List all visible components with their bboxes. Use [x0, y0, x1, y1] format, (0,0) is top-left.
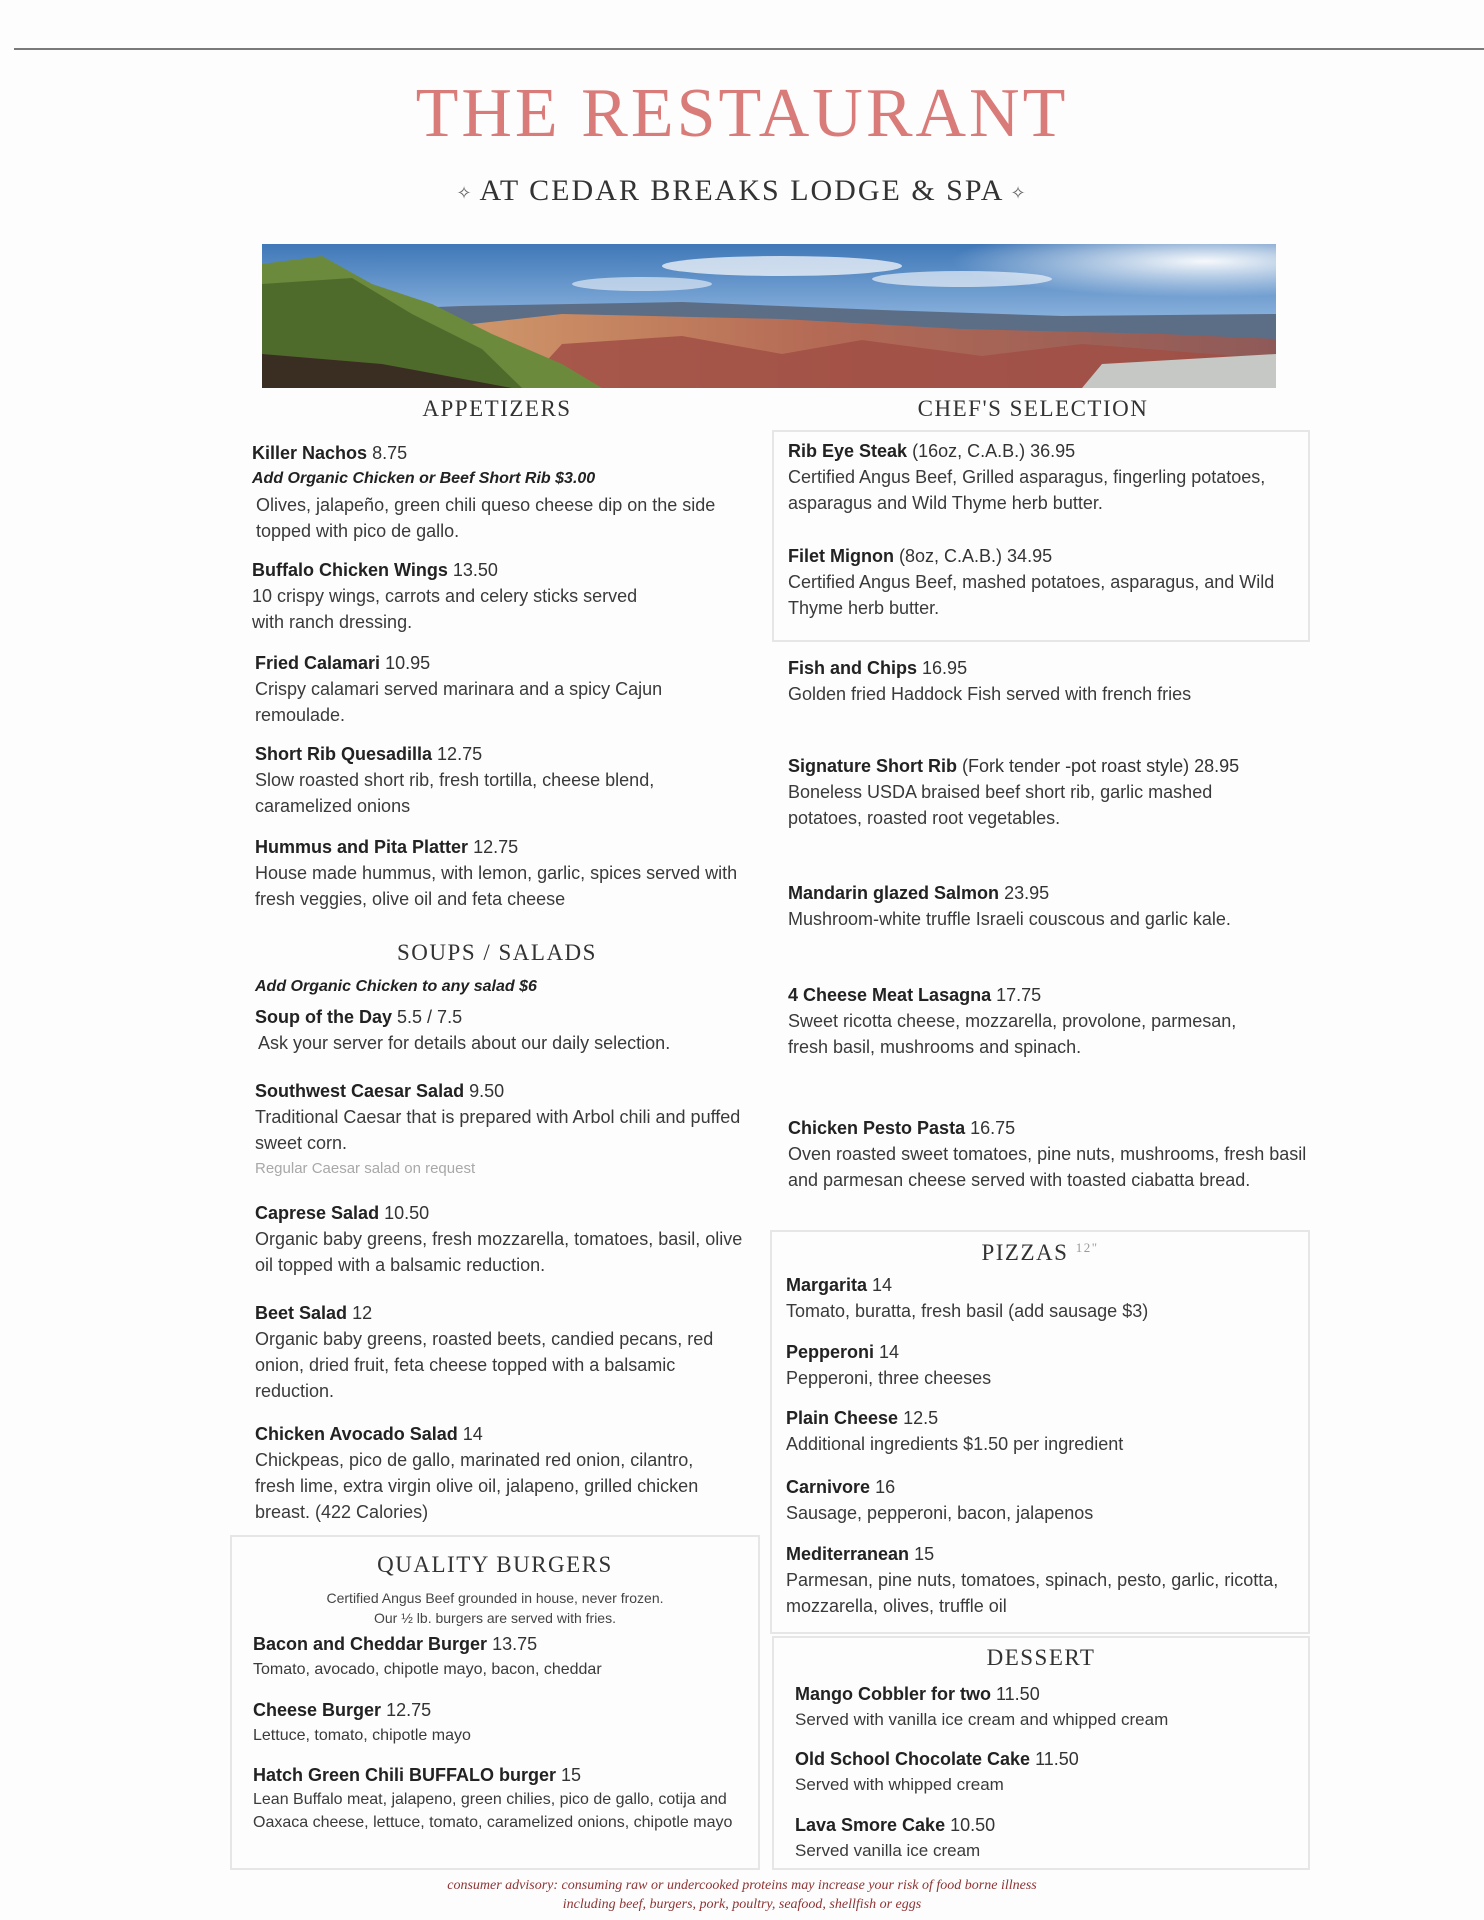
item-desc: Sausage, pepperoni, bacon, jalapenos [786, 1503, 1094, 1523]
item-price: 13.50 [452, 560, 498, 580]
menu-item [253, 1762, 743, 1834]
item-name: Margarita [786, 1275, 868, 1295]
landscape-illustration [262, 244, 1276, 388]
burgers-heading: QUALITY BURGERS [377, 1552, 613, 1577]
item-price: 12.75 [386, 1700, 432, 1720]
chefs-selection-heading: CHEF'S SELECTION [917, 396, 1149, 421]
item-note: Add Organic Chicken or Beef Short Rib $3.00 [252, 470, 596, 487]
menu-item [795, 1746, 1295, 1798]
menu-item [255, 1421, 735, 1525]
item-price: 14 [879, 1342, 900, 1362]
item-price: 10.50 [950, 1815, 996, 1835]
item-desc: Lean Buffalo meat, jalapeno, green chilies, pico de gallo, cotija and Oaxaca cheese, lettuce, tomato, caramelized onions, chipotle mayo [253, 1791, 733, 1831]
item-name: Soup of the Day [255, 1007, 393, 1027]
menu-item [795, 1812, 1295, 1864]
item-price: 16 [875, 1477, 896, 1497]
consumer-advisory [0, 1876, 1484, 1914]
item-price: 13.75 [492, 1634, 538, 1654]
item-desc: Mushroom-white truffle Israeli couscous and garlic kale. [788, 909, 1231, 929]
menu-item [786, 1474, 1306, 1526]
item-price: 10.50 [384, 1203, 430, 1223]
item-name: Short Rib Quesadilla [255, 744, 433, 764]
item-name: 4 Cheese Meat Lasagna [788, 985, 992, 1005]
item-price: 12.75 [473, 837, 519, 857]
restaurant-title: THE RESTAURANT [415, 75, 1069, 152]
menu-item [795, 1681, 1295, 1733]
cedar-breaks-landscape-photo [262, 244, 1276, 388]
item-name: Fish and Chips [788, 658, 918, 678]
item-detail: (16oz, C.A.B.) [912, 441, 1026, 461]
item-name: Buffalo Chicken Wings [252, 560, 448, 580]
item-price: 16.95 [922, 658, 968, 678]
menu-item [788, 438, 1308, 516]
item-name: Southwest Caesar Salad [255, 1081, 465, 1101]
item-desc: Ask your server for details about our daily selection. [258, 1033, 671, 1053]
pizzas-heading-text: PIZZAS [981, 1240, 1069, 1265]
menu-item [788, 655, 1308, 707]
item-name: Hummus and Pita Platter [255, 837, 469, 857]
menu-item [786, 1541, 1306, 1619]
burgers-sub-line1: Certified Angus Beef grounded in house, never frozen. [326, 1590, 664, 1606]
menu-item [788, 543, 1308, 621]
item-name: Old School Chocolate Cake [795, 1749, 1031, 1769]
item-name: Pepperoni [786, 1342, 875, 1362]
item-desc: Tomato, avocado, chipotle mayo, bacon, cheddar [253, 1661, 602, 1678]
advisory-line1: consumer advisory: consuming raw or undercooked proteins may increase your risk of food borne illness [447, 1878, 1037, 1893]
top-rule [14, 48, 1484, 50]
menu-item [788, 982, 1308, 1060]
item-price: 11.50 [996, 1684, 1040, 1704]
menu-item [253, 1697, 753, 1749]
item-price: 23.95 [1004, 883, 1050, 903]
item-desc: Tomato, buratta, fresh basil (add sausage $3) [786, 1301, 1149, 1321]
item-desc: Served with vanilla ice cream and whipped cream [795, 1710, 1169, 1729]
menu-item [252, 440, 752, 544]
menu-item [255, 1200, 755, 1278]
item-name: Signature Short Rib [788, 756, 958, 776]
item-price: 10.95 [385, 653, 431, 673]
pizzas-heading [770, 1240, 1310, 1266]
item-name: Beet Salad [255, 1303, 348, 1323]
soups-note: Add Organic Chicken to any salad $6 [255, 978, 537, 995]
item-desc: Organic baby greens, fresh mozzarella, tomatoes, basil, olive oil topped with a balsamic reduction. [255, 1229, 743, 1275]
item-desc: Golden fried Haddock Fish served with french fries [788, 684, 1192, 704]
item-desc: Certified Angus Beef, Grilled asparagus, fingerling potatoes, asparagus and Wild Thyme herb butter. [788, 467, 1266, 513]
menu-item [786, 1339, 1306, 1391]
item-name: Chicken Avocado Salad [255, 1424, 458, 1444]
menu-item [788, 753, 1318, 831]
item-name: Lava Smore Cake [795, 1815, 946, 1835]
item-desc: Oven roasted sweet tomatoes, pine nuts, mushrooms, fresh basil and parmesan cheese served with toasted ciabatta bread. [788, 1144, 1307, 1190]
item-name: Hatch Green Chili BUFFALO burger [253, 1765, 557, 1785]
menu-item [788, 1115, 1308, 1193]
item-desc: Sweet ricotta cheese, mozzarella, provolone, parmesan, fresh basil, mushrooms and spinach. [788, 1011, 1237, 1057]
menu-item [786, 1405, 1306, 1457]
item-price: 12 [352, 1303, 373, 1323]
item-desc: Olives, jalapeño, green chili queso cheese dip on the side topped with pico de gallo. [256, 495, 716, 541]
dessert-heading: DESSERT [986, 1645, 1096, 1670]
item-price: 12.5 [903, 1408, 939, 1428]
item-desc: 10 crispy wings, carrots and celery sticks served with ranch dressing. [252, 586, 638, 632]
item-desc: Certified Angus Beef, mashed potatoes, asparagus, and Wild Thyme herb butter. [788, 572, 1275, 618]
item-detail: (Fork tender -pot roast style) [962, 756, 1190, 776]
item-name: Mediterranean [786, 1544, 910, 1564]
item-desc: Parmesan, pine nuts, tomatoes, spinach, pesto, garlic, ricotta, mozzarella, olives, truffle oil [786, 1570, 1279, 1616]
pizza-size: 12" [1075, 1240, 1099, 1255]
subtitle-text: AT CEDAR BREAKS LODGE & SPA [479, 174, 1005, 207]
item-desc: Served vanilla ice cream [795, 1841, 981, 1860]
item-name: Killer Nachos [252, 443, 368, 463]
item-name: Fried Calamari [255, 653, 381, 673]
ornament-right-icon: ✧ [1010, 182, 1028, 203]
item-name: Mandarin glazed Salmon [788, 883, 1000, 903]
item-desc: Organic baby greens, roasted beets, candied pecans, red onion, dried fruit, feta cheese topped with a balsamic reduction. [255, 1329, 714, 1401]
item-price: 12.75 [437, 744, 483, 764]
item-desc: Traditional Caesar that is prepared with Arbol chili and puffed sweet corn. [255, 1107, 741, 1153]
item-name: Carnivore [786, 1477, 871, 1497]
burgers-sub-line2: Our ½ lb. burgers are served with fries. [374, 1610, 616, 1626]
item-desc: House made hummus, with lemon, garlic, spices served with fresh veggies, olive oil and feta cheese [255, 863, 738, 909]
ornament-left-icon: ✧ [456, 182, 474, 203]
item-name: Mango Cobbler for two [795, 1684, 991, 1704]
advisory-line2: including beef, burgers, pork, poultry, seafood, shellfish or eggs [562, 1897, 922, 1912]
item-name: Chicken Pesto Pasta [788, 1118, 966, 1138]
menu-item [253, 1631, 753, 1683]
item-price: 5.5 / 7.5 [397, 1007, 463, 1027]
item-name: Plain Cheese [786, 1408, 899, 1428]
soups-note-block [255, 974, 755, 1000]
item-price: 11.50 [1035, 1749, 1079, 1769]
soups-salads-heading: SOUPS / SALADS [397, 940, 597, 965]
item-price: 8.75 [372, 443, 408, 463]
item-name: Bacon and Cheddar Burger [253, 1634, 488, 1654]
item-price: 15 [914, 1544, 935, 1564]
menu-item [255, 834, 755, 912]
item-price: 17.75 [996, 985, 1042, 1005]
item-desc: Boneless USDA braised beef short rib, garlic mashed potatoes, roasted root vegetables. [788, 782, 1213, 828]
item-price: 16.75 [970, 1118, 1016, 1138]
menu-item [252, 557, 732, 635]
item-price: 34.95 [1007, 546, 1053, 566]
menu-item [786, 1272, 1306, 1324]
item-price: 9.50 [469, 1081, 505, 1101]
item-detail: (8oz, C.A.B.) [899, 546, 1003, 566]
item-price: 15 [561, 1765, 582, 1785]
item-price: 28.95 [1194, 756, 1240, 776]
item-desc: Served with whipped cream [795, 1775, 1004, 1794]
item-extra: Regular Caesar salad on request [255, 1160, 476, 1177]
appetizers-heading: APPETIZERS [422, 396, 572, 421]
menu-item [255, 1004, 755, 1056]
item-price: 14 [462, 1424, 483, 1444]
item-desc: Crispy calamari served marinara and a spicy Cajun remoulade. [255, 679, 663, 725]
item-desc: Additional ingredients $1.50 per ingredient [786, 1434, 1124, 1454]
item-price: 14 [872, 1275, 893, 1295]
item-desc: Lettuce, tomato, chipotle mayo [253, 1727, 471, 1744]
menu-item [255, 650, 745, 728]
menu-item [255, 1078, 765, 1182]
restaurant-subtitle [0, 174, 1484, 208]
item-name: Caprese Salad [255, 1203, 380, 1223]
menu-item [255, 741, 745, 819]
burgers-subtitle [230, 1588, 760, 1628]
menu-item [788, 880, 1328, 932]
item-name: Filet Mignon [788, 546, 894, 566]
item-desc: Slow roasted short rib, fresh tortilla, cheese blend, caramelized onions [255, 770, 655, 816]
item-desc: Pepperoni, three cheeses [786, 1368, 992, 1388]
menu-item [255, 1300, 745, 1404]
item-name: Rib Eye Steak [788, 441, 908, 461]
item-desc: Chickpeas, pico de gallo, marinated red onion, cilantro, fresh lime, extra virgin olive oil, jalapeno, grilled chicken breast. (422 Calories) [255, 1450, 699, 1522]
item-price: 36.95 [1030, 441, 1076, 461]
item-name: Cheese Burger [253, 1700, 382, 1720]
